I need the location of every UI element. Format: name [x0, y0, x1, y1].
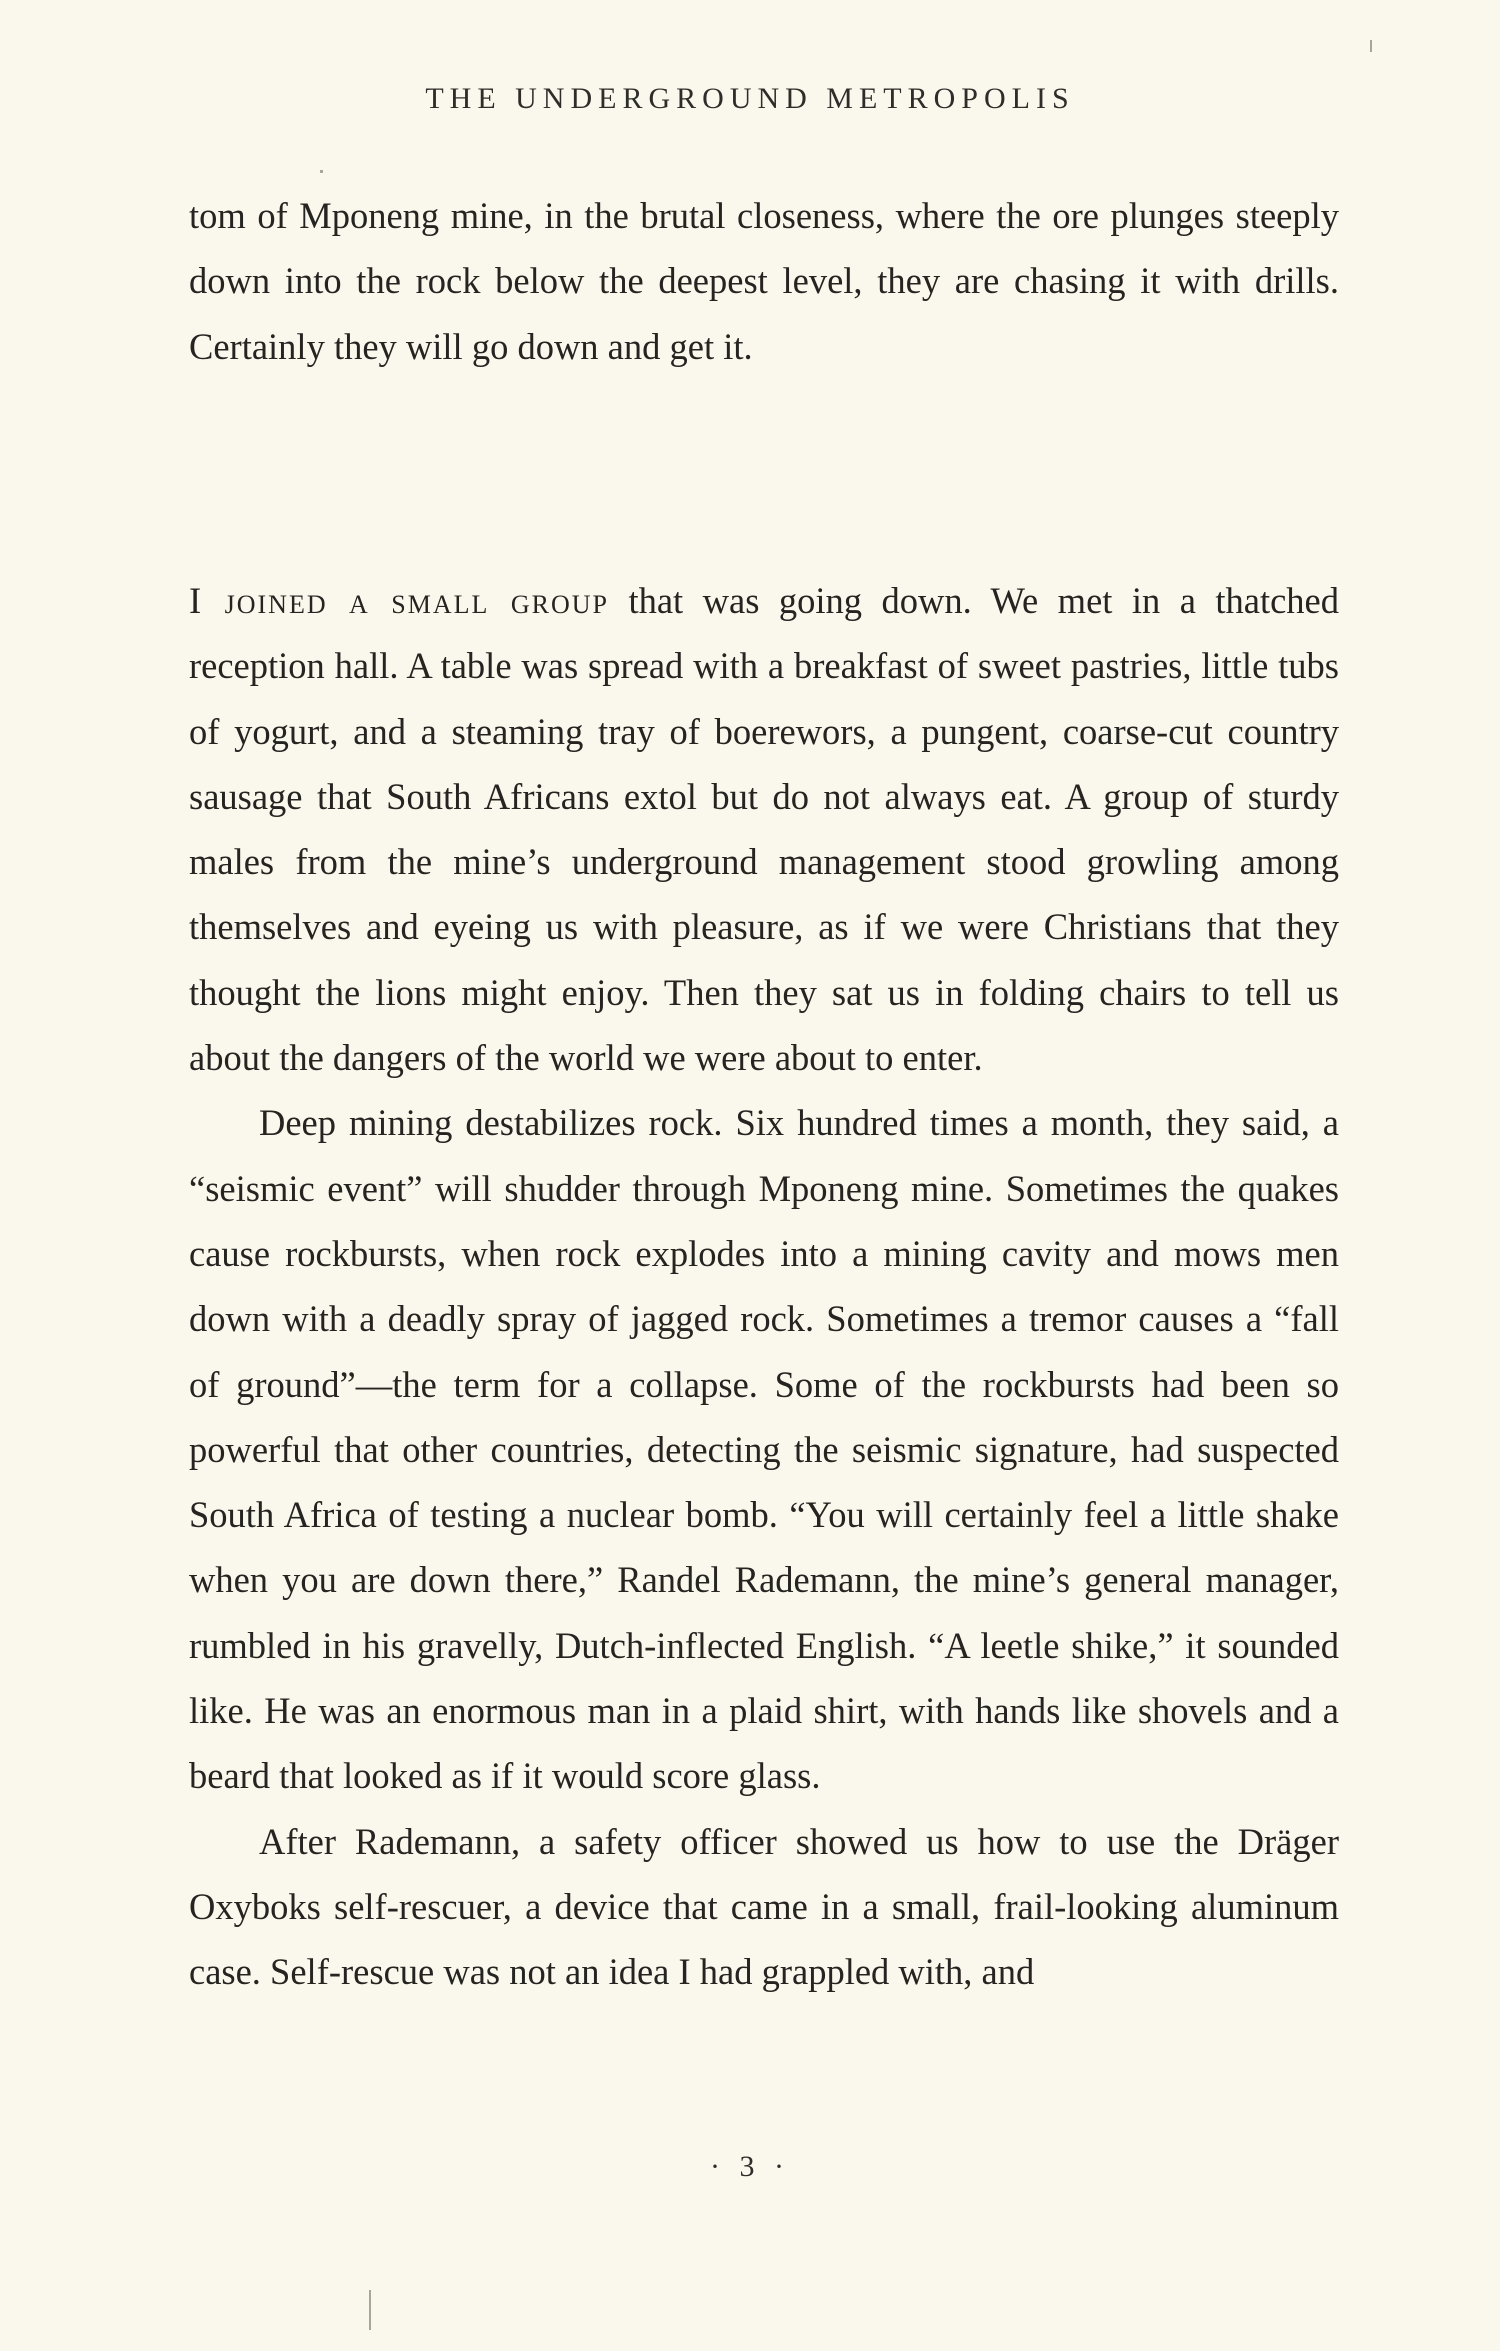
paragraph-seismic-events: Deep mining destabilizes rock. Six hundred times a month, they said, a “seismic event” will shudder through Mponeng mine. Sometimes the quakes cause rockbursts, when rock explodes into a mining cavity and mows men down with a deadly spray of jagged rock. Sometimes a tremor causes a “fall of ground”—the term for a collapse. Some of the rockbursts had been so powerful that other countries, detecting the seismic signature, had suspected South Africa of testing a nuclear bomb. “You will certainly feel a little shake when you are down there,” Randel Rademann, the mine’s general manager, rumbled in his gravelly, Dutch-inflected English. “A leetle shike,” it sounded like. He was an enormous man in a plaid shirt, with hands like shovels and a beard that looked as if it would score glass. — [189, 1102, 1339, 1797]
continuation-text — [189, 183, 1339, 379]
scan-mark — [369, 2290, 371, 2330]
page-number: · 3 · — [710, 2150, 790, 2183]
continuation-paragraph: tom of Mponeng mine, in the brutal closeness, where the ore plunges steeply down into the rock below the deepest level, they are chasing it with drills. Certainly they will go down and get it. — [189, 195, 1339, 367]
scan-speck — [320, 170, 323, 173]
paragraph-text: that was going down. We met in a thatched reception hall. A table was spread with a breakfast of sweet pastries, little tubs of yogurt, and a steaming tray of boerewors, a pungent, coarse-cut country sausage that South Africans extol but do not always eat. A group of sturdy males from the mine’s underground management stood growling among themselves and eyeing us with pleasure, as if we were Christians that they thought the lions might enjoy. Then they sat us in folding chairs to tell us about the dangers of the world we were about to enter. — [189, 580, 1339, 1079]
paragraph-self-rescuer: After Rademann, a safety officer showed us how to use the Dräger Oxyboks self-rescuer, a device that came in a small, frail-looking aluminum case. Self-rescue was not an idea I had grappled with, and — [189, 1820, 1339, 1993]
section-body — [189, 568, 1339, 2005]
running-head: THE UNDERGROUND METROPOLIS — [425, 82, 1075, 115]
section-lead-in: I joined a small group — [189, 580, 609, 621]
scan-speck — [1370, 40, 1372, 52]
section-opening-paragraph — [189, 568, 1339, 1090]
